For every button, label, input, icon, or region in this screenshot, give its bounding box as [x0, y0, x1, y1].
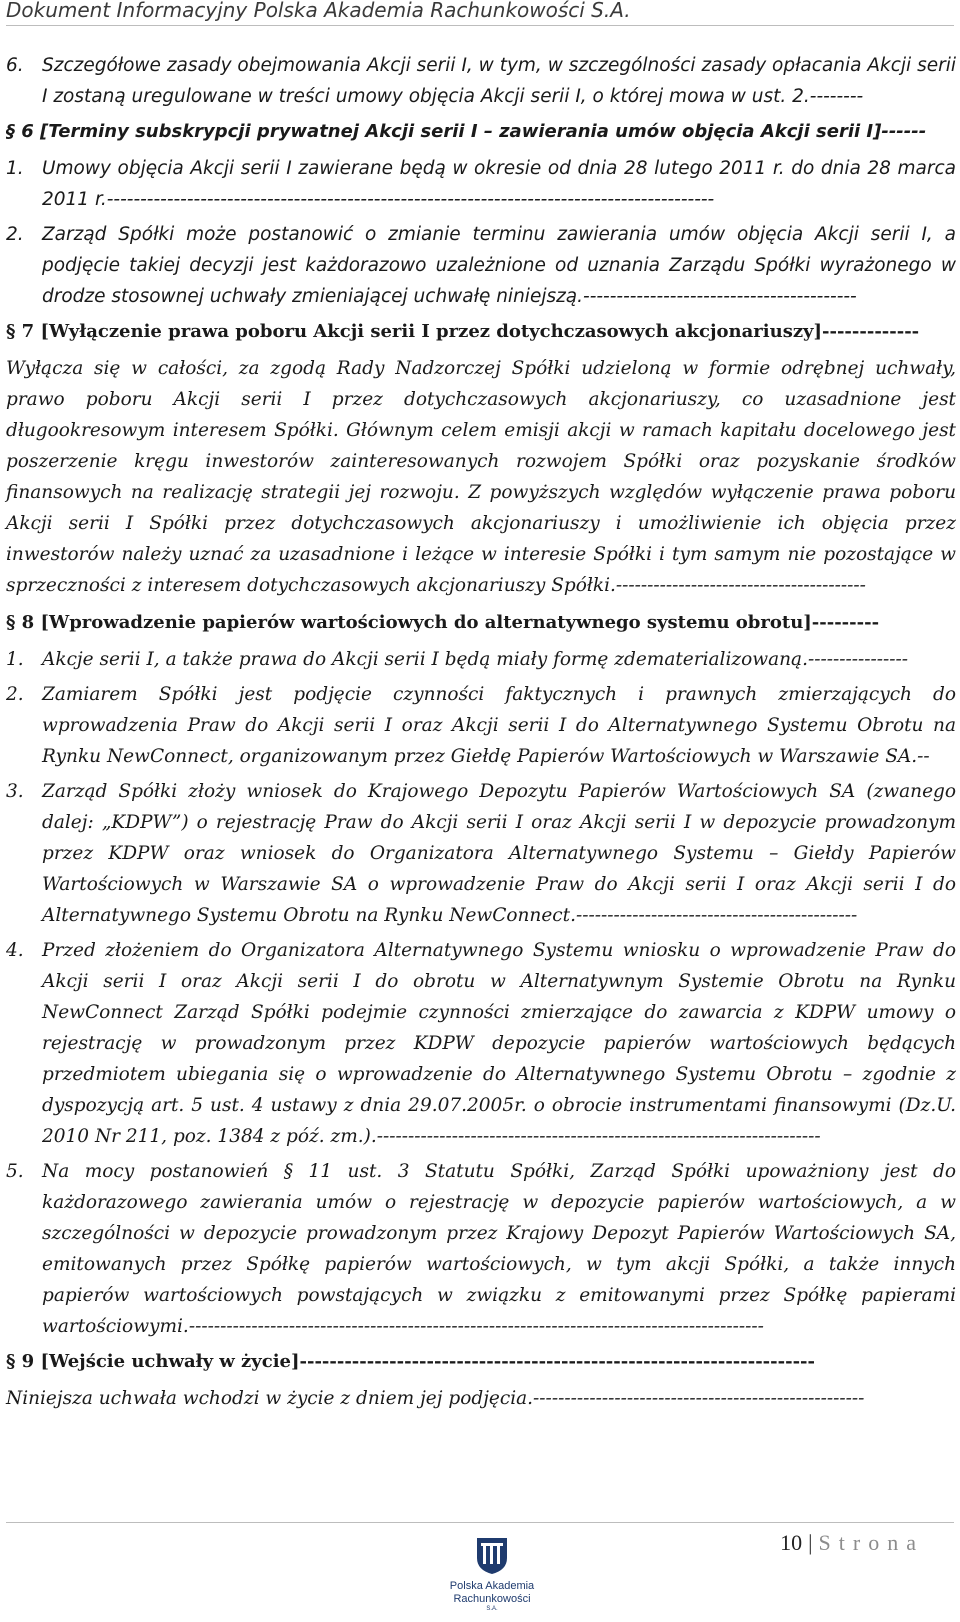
- list-item: [6, 935, 956, 1152]
- page-header: Dokument Informacyjny Polska Akademia Rachunkowości S.A.: [6, 0, 954, 26]
- item-text: Przed złożeniem do Organizatora Alternatywnego Systemu wniosku o wprowadzenie Praw do Akcji serii I oraz Akcji serii I do obrotu w Alternatywnym Systemie Obrotu na Rynku NewConnect Zarząd Spółki podejmie czynności zmierzające do zawarcia z KDPW umowy o rejestrację w prowadzonym przez KDPW depozycie papierów wartościowych będących przedmiotem ubiegania się o wprowadzenie do Alternatywnego Systemu Obrotu – zgodnie z dyspozycją art. 5 ust. 4 ustawy z dnia 29.07.2005r. o obrocie instrumentami finansowymi (Dz.U. 2010 Nr 211, poz. 1384 z póź. zm.).-----------------------------------------------------------------------: [42, 940, 956, 1147]
- item-number: 3.: [6, 781, 24, 802]
- par-logo-icon: [471, 1534, 513, 1576]
- section-heading-8: § 8 [Wprowadzenie papierów wartościowych do alternatywnego systemu obrotu]---------: [6, 612, 880, 633]
- section-heading-6: § 6 [Terminy subskrypcji prywatnej Akcji serii I – zawierania umów objęcia Akcji serii I]------: [6, 121, 927, 142]
- item-text: Szczegółowe zasady obejmowania Akcji serii I, w tym, w szczególności zasady opłacania Akcji serii I zostaną uregulowane w treści umowy objęcia Akcji serii I, o której mowa w ust. 2.--------: [42, 55, 956, 107]
- section-7-paragraph: Wyłącza się w całości, za zgodą Rady Nadzorczej Spółki udzieloną w formie odrębnej uchwały, prawo poboru Akcji serii I przez dotychczasowych akcjonariuszy, co uzasadnione jest długookresowym interesem Spółki. Głównym celem emisji akcji w ramach kapitału docelowego jest poszerzenie kręgu inwestorów zainteresowanych rozwojem Spółki oraz pozyskanie środków finansowych na realizację strategii jej rozwoju. Z powyższych względów wyłączenie prawa poboru Akcji serii I Spółki przez dotychczasowych akcjonariuszy i umożliwienie ich objęcia przez inwestorów należy uznać za uzasadnione i leżące w interesie Spółki i tym samym nie pozostające w sprzeczności z interesem dotychczasowych akcjonariuszy Spółki.----------------------------------------: [6, 358, 956, 596]
- logo-text-line1: Polska Akademia: [449, 1580, 535, 1592]
- item-text: Akcje serii I, a także prawa do Akcji serii I będą miały formę zdematerializowaną.----------------: [42, 649, 908, 670]
- page-number-separator: |: [808, 1530, 813, 1555]
- list-item: [6, 219, 956, 312]
- logo-text-line3: S.A.: [486, 1606, 498, 1612]
- logo-text-line2: Rachunkowości: [453, 1593, 531, 1605]
- item-text: Zamiarem Spółki jest podjęcie czynności faktycznych i prawnych zmierzających do wprowadzenia Praw do Akcji serii I oraz Akcji serii I do Alternatywnego Systemu Obrotu na Rynku NewConnect, organizowanym przez Giełdę Papierów Wartościowych w Warszawie SA.--: [42, 684, 956, 767]
- list-item: [6, 1156, 956, 1342]
- item-text: Umowy objęcia Akcji serii I zawierane będą w okresie od dnia 28 lutego 2011 r. do dnia 28 marca 2011 r.-------------------------------------------------------------------------------------------: [42, 158, 956, 210]
- list-item: [6, 644, 956, 675]
- section-heading-9: § 9 [Wejście uchwały w życie]---------------------------------------------------------------------: [6, 1351, 815, 1372]
- item-number: 5.: [6, 1161, 24, 1182]
- item-text: Zarząd Spółki może postanowić o zmianie terminu zawierania umów objęcia Akcji serii I, a podjęcie takiej decyzji jest każdorazowo uzależnione od uznania Zarządu Spółki wyrażonego w drodze stosownej uchwały zmieniającej uchwałę niniejszą.-----------------------------------------: [42, 224, 956, 307]
- item-number: 1.: [6, 158, 24, 179]
- list-item: [6, 50, 956, 112]
- item-text: Zarząd Spółki złoży wniosek do Krajowego Depozytu Papierów Wartościowych SA (zwanego dalej: „KDPW”) o rejestrację Praw do Akcji serii I oraz Akcji serii I w depozycie prowadzonym przez KDPW oraz wniosek do Organizatora Alternatywnego Systemu – Giełdy Papierów Wartościowych w Warszawie SA o wprowadzenie Praw do Akcji serii I oraz Akcji serii I do Alternatywnego Systemu Obrotu na Rynku NewConnect.---------------------------------------------: [42, 781, 956, 926]
- item-number: 4.: [6, 940, 24, 961]
- item-number: 6.: [6, 55, 24, 76]
- page-number: [780, 1530, 924, 1556]
- item-number: 2.: [6, 224, 24, 245]
- item-number: 2.: [6, 684, 24, 705]
- list-item: [6, 776, 956, 931]
- company-logo: [436, 1534, 548, 1622]
- page-number-value: 10: [780, 1530, 803, 1555]
- page-word: Strona: [818, 1530, 924, 1555]
- item-text: Na mocy postanowień § 11 ust. 3 Statutu Spółki, Zarząd Spółki upoważniony jest do każdorazowego zawierania umów o rejestrację w depozycie papierów wartościowych, a w szczególności w depozycie prowadzonym przez Krajowy Depozyt Papierów Wartościowych SA, emitowanych przez Spółkę papierów wartościowych, w tym akcji Spółki, a także innych papierów wartościowych powstających w związku z emitowanymi przez Spółkę papierami wartościowymi.--------------------------------------------------------------------------------------------: [42, 1161, 956, 1337]
- section-heading-7: § 7 [Wyłączenie prawa poboru Akcji serii I przez dotychczasowych akcjonariuszy]-------------: [6, 321, 920, 342]
- document-body: [6, 50, 956, 1420]
- list-item: [6, 679, 956, 772]
- item-number: 1.: [6, 649, 24, 670]
- list-item: [6, 153, 956, 215]
- footer-divider: [6, 1522, 954, 1523]
- section-9-paragraph: Niniejsza uchwała wchodzi w życie z dniem jej podjęcia.-----------------------------------------------------: [6, 1388, 865, 1409]
